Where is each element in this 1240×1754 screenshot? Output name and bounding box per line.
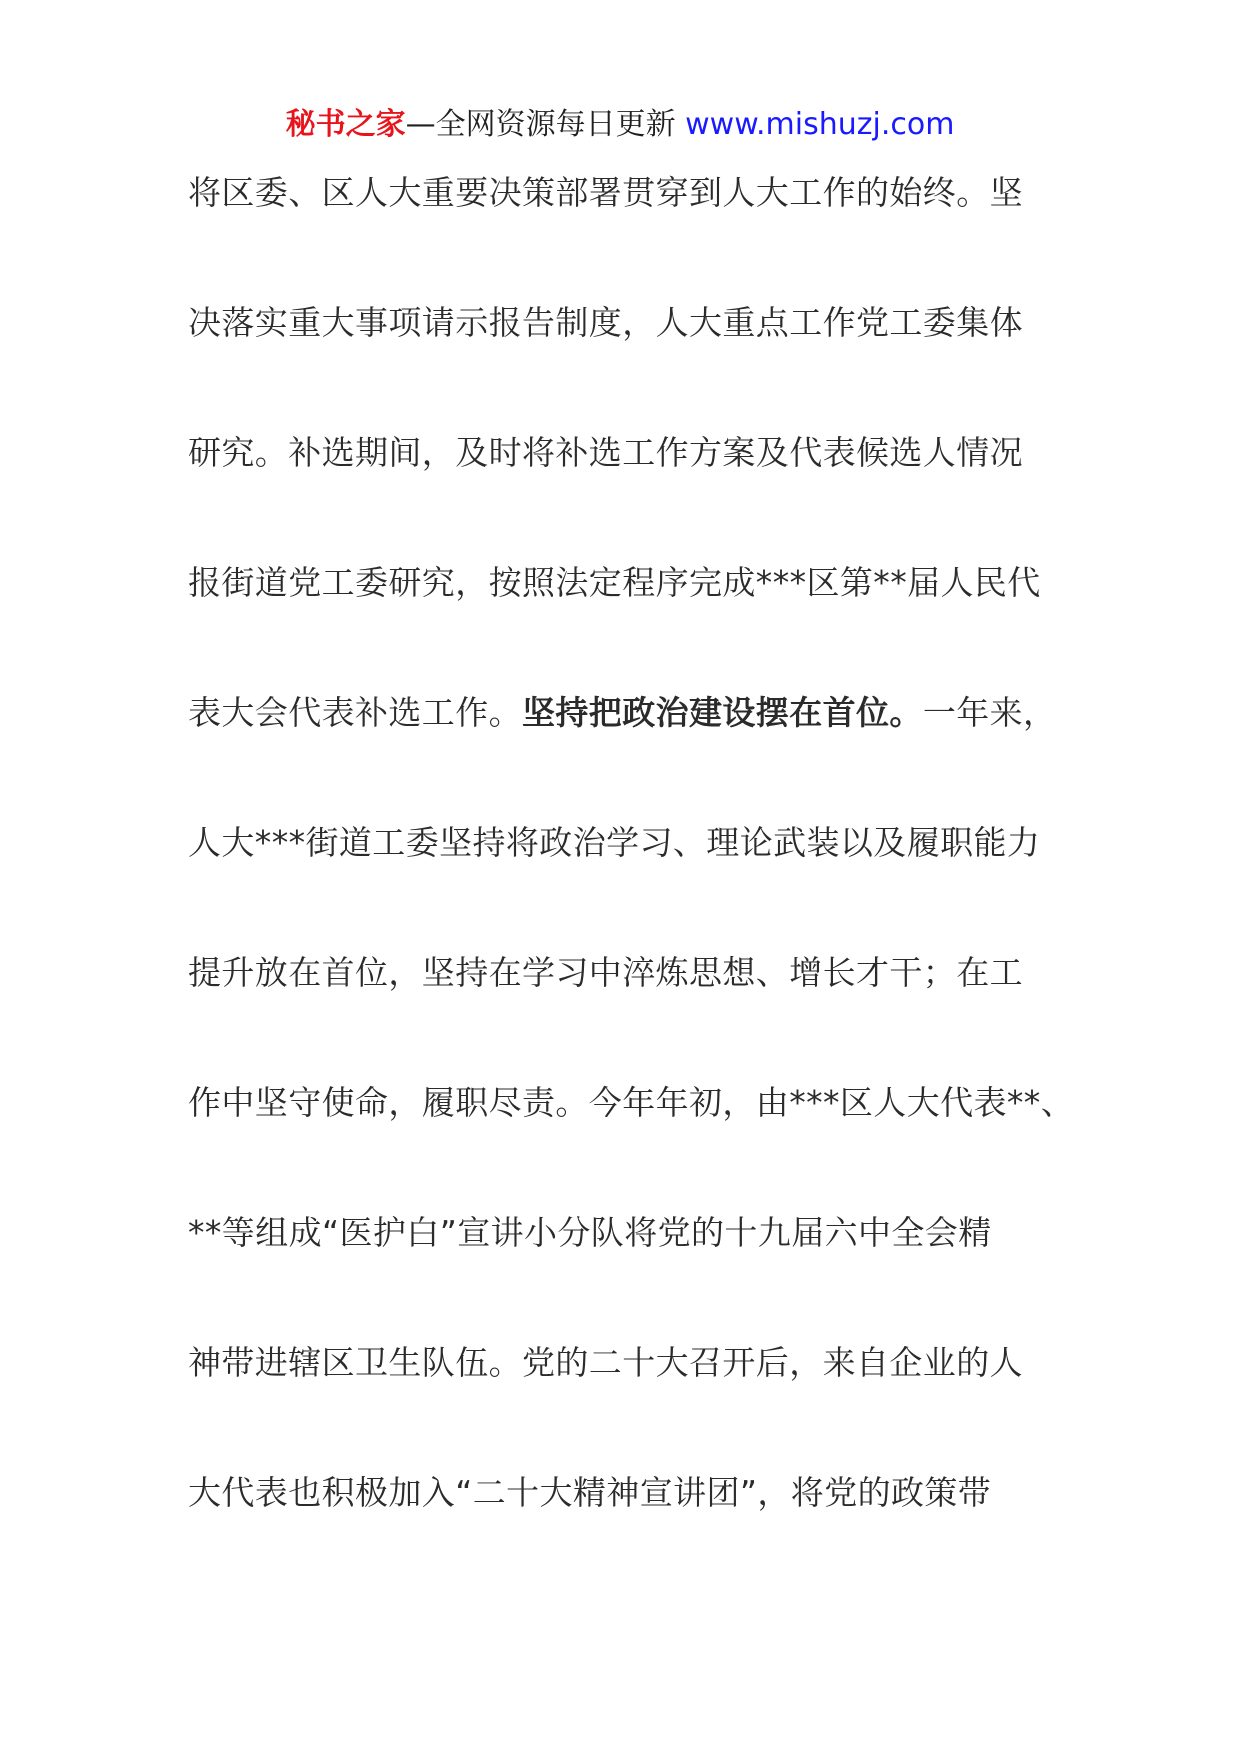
text-segment: 表大会代表补选工作。 [188,693,522,732]
text-line: 大代表也积极加入“二十大精神宣讲团”，将党的政策带 [188,1473,992,1512]
text-line: 将区委、区人大重要决策部署贯穿到人大工作的始终。坚 [188,173,1023,212]
site-header [0,100,1240,150]
text-line [188,683,1088,813]
text-line: 提升放在首位，坚持在学习中淬炼思想、增长才干；在工 [188,953,1023,992]
site-url-link[interactable]: www.mishuzj.com [685,107,955,142]
text-line: 决落实重大事项请示报告制度，人大重点工作党工委集体 [188,303,1023,342]
text-line: 研究。补选期间，及时将补选工作方案及代表候选人情况 [188,433,1023,472]
text-segment: 一年来， [922,693,1057,732]
bold-heading: 坚持把政治建设摆在首位。 [522,693,923,732]
text-line: **等组成“医护白”宣讲小分队将党的十九届六中全会精 [188,1213,992,1252]
document-body [188,163,1088,1593]
text-line: 人大***街道工委坚持将政治学习、理论武装以及履职能力 [188,823,1041,862]
text-line: 作中坚守使命，履职尽责。今年年初，由***区人大代表**、 [188,1083,1075,1122]
text-line: 神带进辖区卫生队伍。党的二十大召开后，来自企业的人 [188,1343,1023,1382]
text-line: 报街道党工委研究，按照法定程序完成***区第**届人民代 [188,563,1041,602]
brand-name: 秘书之家 [285,107,406,142]
header-tagline: —全网资源每日更新 [405,107,676,142]
